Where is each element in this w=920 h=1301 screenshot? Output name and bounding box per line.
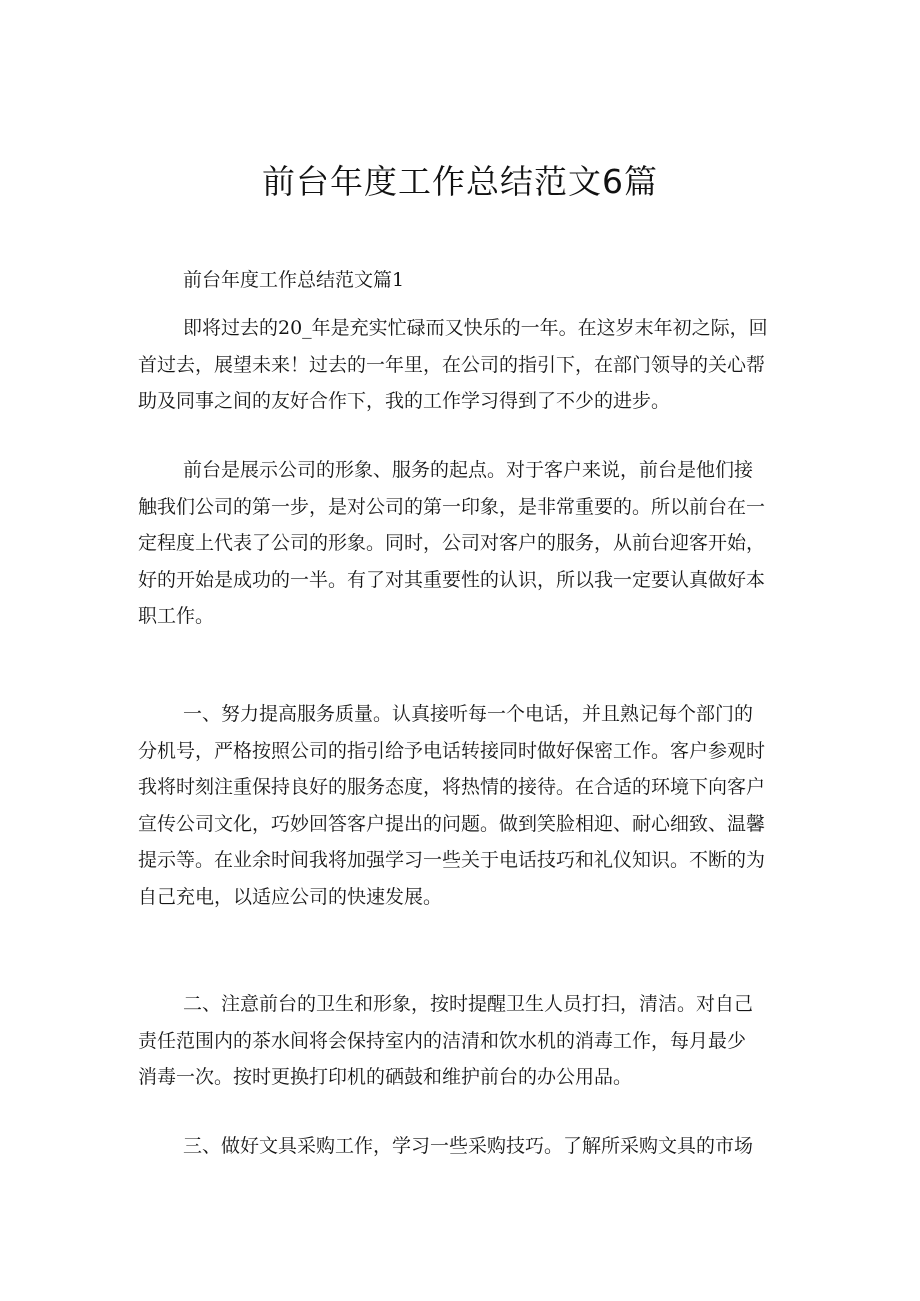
paragraph-line: 首过去，展望未来！过去的一年里，在公司的指引下，在部门领导的关心帮 xyxy=(138,353,766,376)
paragraph-line: 提示等。在业余时间我将加强学习一些关于电话技巧和礼仪知识。不断的为 xyxy=(138,849,766,871)
paragraph-5 xyxy=(138,1128,796,1165)
section-heading: 前台年度工作总结范文篇1 xyxy=(183,269,405,291)
paragraph-line: 定程度上代表了公司的形象。同时，公司对客户的服务，从前台迎客开始， xyxy=(138,532,766,554)
paragraph-line: 自己充电，以适应公司的快速发展。 xyxy=(138,885,443,908)
paragraph-line: 一、努力提高服务质量。认真接听每一个电话，并且熟记每个部门的 xyxy=(183,703,754,725)
paragraph-1 xyxy=(138,310,796,420)
paragraph-line: 职工作。 xyxy=(138,605,215,627)
paragraph-line: 三、做好文具采购工作，学习一些采购技巧。了解所采购文具的市场 xyxy=(183,1135,754,1157)
paragraph-line: 好的开始是成功的一半。有了对其重要性的认识，所以我一定要认真做好本 xyxy=(138,568,766,591)
paragraph-line: 触我们公司的第一步，是对公司的第一印象，是非常重要的。所以前台在一 xyxy=(138,495,766,518)
paragraph-3 xyxy=(138,696,796,915)
paragraph-line: 前台是展示公司的形象、服务的起点。对于客户来说，前台是他们接 xyxy=(183,459,754,481)
paragraph-line: 我将时刻注重保持良好的服务态度，将热情的接待。在合适的环境下向客户 xyxy=(138,776,766,798)
paragraph-4 xyxy=(138,986,796,1096)
paragraph-line: 即将过去的20_年是充实忙碌而又快乐的一年。在这岁末年初之际，回 xyxy=(183,317,768,339)
paragraph-line: 二、注意前台的卫生和形象，按时提醒卫生人员打扫，清洁。对自己 xyxy=(183,993,754,1015)
paragraph-2 xyxy=(138,452,796,635)
paragraph-line: 分机号，严格按照公司的指引给予电话转接同时做好保密工作。客户参观时 xyxy=(138,739,766,762)
paragraph-line: 消毒一次。按时更换打印机的硒鼓和维护前台的办公用品。 xyxy=(138,1066,633,1088)
document-title: 前台年度工作总结范文6篇 xyxy=(262,162,658,201)
paragraph-line: 助及同事之间的友好合作下，我的工作学习得到了不少的进步。 xyxy=(138,390,671,412)
paragraph-line: 责任范围内的茶水间将会保持室内的洁清和饮水机的消毒工作，每月最少 xyxy=(138,1029,747,1052)
paragraph-line: 宣传公司文化，巧妙回答客户提出的问题。做到笑脸相迎、耐心细致、温馨 xyxy=(138,812,766,835)
